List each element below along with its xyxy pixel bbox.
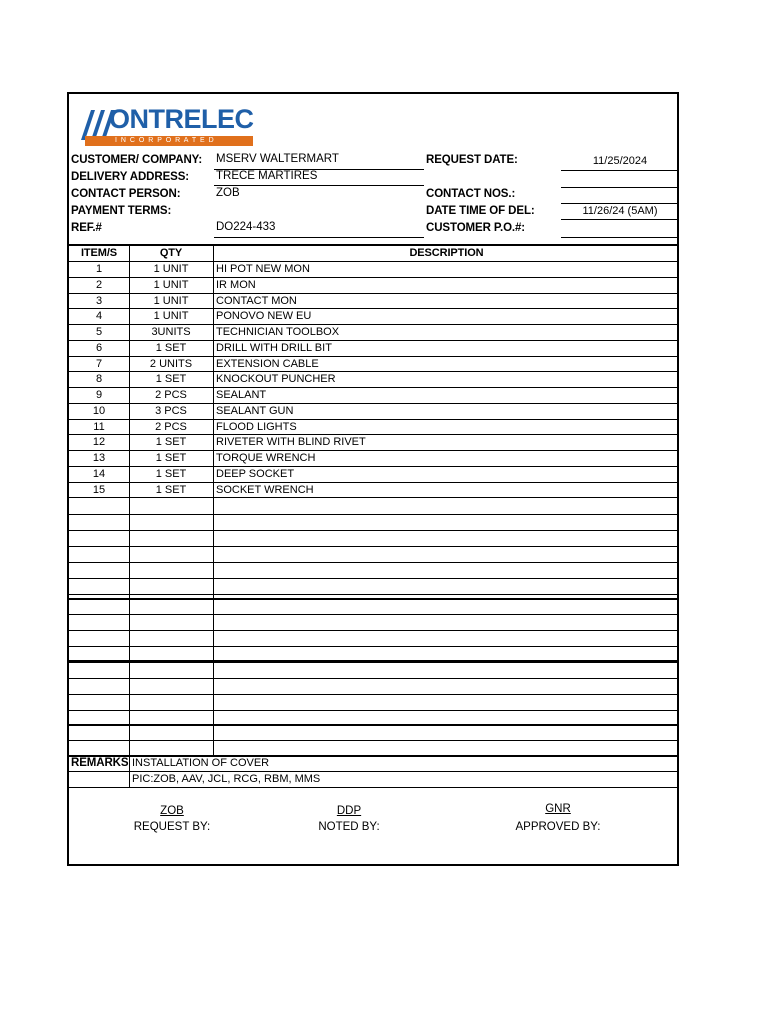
contact-person-label: CONTACT PERSON: <box>71 188 181 200</box>
table-row <box>69 404 679 420</box>
item-qty: 1 UNIT <box>153 294 189 307</box>
item-description: DEEP SOCKET <box>216 467 295 480</box>
item-description: SEALANT GUN <box>216 404 294 417</box>
table-row <box>69 357 679 373</box>
item-number: 8 <box>95 373 103 386</box>
customer-po-label: CUSTOMER P.O.#: <box>426 222 526 234</box>
grid-hline <box>69 614 679 615</box>
table-row <box>69 278 679 294</box>
item-number: 14 <box>92 467 106 480</box>
item-number: 9 <box>95 389 103 401</box>
grid-hline <box>69 694 679 695</box>
item-number: 10 <box>92 404 106 417</box>
description-header: DESCRIPTION <box>409 247 484 259</box>
grid-hline <box>69 466 679 467</box>
grid-hline <box>69 293 679 294</box>
remarks-bottom-line <box>69 787 679 788</box>
remarks-divider <box>129 755 130 787</box>
item-number: 6 <box>95 341 103 354</box>
grid-hline <box>69 514 679 515</box>
request-date-label: REQUEST DATE: <box>426 154 518 166</box>
del-date-underline <box>561 219 679 220</box>
grid-hline <box>69 308 679 309</box>
table-row <box>69 483 679 499</box>
table-row <box>69 341 679 357</box>
grid-hline <box>69 387 679 388</box>
table-row <box>69 388 679 404</box>
item-number: 15 <box>92 483 106 496</box>
po-underline <box>561 237 679 238</box>
item-description: DRILL WITH DRILL BIT <box>216 341 332 354</box>
item-qty: 3 PCS <box>155 404 187 417</box>
delivery-address-label: DELIVERY ADDRESS: <box>71 171 190 183</box>
grid-hline <box>69 546 679 547</box>
remarks-label: REMARKS <box>71 757 129 769</box>
grid-hline <box>69 277 679 278</box>
logo-bar <box>85 136 253 146</box>
item-qty: 1 SET <box>155 452 187 464</box>
table-row <box>69 325 679 341</box>
contact-person-value: ZOB <box>216 187 240 199</box>
grid-hline <box>69 724 679 726</box>
table-row <box>69 309 679 325</box>
item-qty: 1 SET <box>155 467 187 480</box>
grid-hline <box>69 678 679 679</box>
item-description: PONOVO NEW EU <box>216 310 312 323</box>
customer-label: CUSTOMER/ COMPANY: <box>71 154 203 166</box>
logo-name: ONTRELEC <box>109 104 254 134</box>
grid-hline <box>69 340 679 341</box>
item-description: RIVETER WITH BLIND RIVET <box>216 436 366 449</box>
item-number: 12 <box>92 436 106 449</box>
grid-hline <box>69 371 679 372</box>
table-row <box>69 435 679 451</box>
grid-vline <box>129 246 130 755</box>
grid-hline <box>69 646 679 647</box>
approved-by-label: APPROVED BY: <box>515 821 601 833</box>
grid-hline <box>69 594 679 595</box>
item-number: 5 <box>95 326 103 338</box>
table-row <box>69 420 679 436</box>
ref-value: DO224-433 <box>216 221 276 233</box>
item-description: SEALANT <box>216 389 267 401</box>
grid-hline <box>69 419 679 420</box>
table-row <box>69 294 679 310</box>
item-qty: 1 UNIT <box>153 278 189 291</box>
grid-hline <box>69 662 679 663</box>
table-top-border <box>69 244 679 246</box>
item-description: IR MON <box>216 278 256 291</box>
grid-hline <box>69 710 679 711</box>
address-underline <box>214 185 424 186</box>
item-description: CONTACT MON <box>216 294 297 307</box>
grid-hline <box>69 578 679 579</box>
grid-hline <box>69 324 679 325</box>
logo-subtitle: I N C O R P O R A T E D <box>115 137 215 144</box>
grid-hline <box>69 450 679 451</box>
table-row <box>69 467 679 483</box>
item-qty: 2 UNITS <box>149 357 193 370</box>
item-number: 11 <box>93 420 105 433</box>
approved-by-name: GNR <box>545 803 571 815</box>
item-qty: 3UNITS <box>151 326 191 338</box>
item-qty: 1 SET <box>155 436 187 449</box>
item-qty: 1 SET <box>155 483 187 496</box>
del-date-topline <box>561 203 679 204</box>
item-description: HI POT NEW MON <box>216 263 310 275</box>
item-number: 13 <box>92 452 106 464</box>
customer-underline <box>214 169 424 170</box>
item-qty: 1 UNIT <box>153 263 189 275</box>
item-qty: 1 UNIT <box>153 310 189 323</box>
grid-hline <box>69 660 679 662</box>
request-by-name: ZOB <box>160 805 184 817</box>
date-time-del-label: DATE TIME OF DEL: <box>426 205 535 217</box>
item-number: 4 <box>95 310 103 323</box>
grid-hline <box>69 630 679 631</box>
request-date-underline <box>561 170 679 171</box>
grid-hline <box>69 562 679 563</box>
item-qty: 2 PCS <box>155 389 187 401</box>
item-qty: 1 SET <box>155 373 187 386</box>
item-qty: 1 SET <box>155 341 187 354</box>
item-description: SOCKET WRENCH <box>216 483 314 496</box>
request-date-value: 11/25/2024 <box>592 155 648 167</box>
item-description: TECHNICIAN TOOLBOX <box>216 326 340 338</box>
delivery-form <box>67 92 679 866</box>
delivery-address-value: TRECE MARTIRES <box>216 170 318 182</box>
date-time-del-value: 11/26/24 (5AM) <box>582 205 658 217</box>
item-number: 7 <box>95 357 103 370</box>
contact-nos-label: CONTACT NOS.: <box>426 188 516 200</box>
grid-hline <box>69 482 679 483</box>
table-row <box>69 451 679 467</box>
item-description: FLOOD LIGHTS <box>216 420 297 433</box>
grid-hline <box>69 261 679 262</box>
item-description: EXTENSION CABLE <box>216 357 319 370</box>
grid-hline <box>69 530 679 531</box>
table-row <box>69 262 679 278</box>
noted-by-name: DDP <box>336 805 362 817</box>
grid-hline <box>69 497 679 498</box>
qty-header: QTY <box>159 247 183 259</box>
item-number: 1 <box>95 263 103 275</box>
table-row <box>69 372 679 388</box>
grid-vline <box>213 246 214 755</box>
remarks-line1: INSTALLATION OF COVER <box>132 757 270 769</box>
payment-terms-label: PAYMENT TERMS: <box>71 205 172 217</box>
request-by-label: REQUEST BY: <box>133 821 211 833</box>
grid-hline <box>69 740 679 741</box>
grid-hline <box>69 403 679 404</box>
grid-hline <box>69 434 679 435</box>
item-qty: 2 PCS <box>155 420 187 433</box>
customer-value: MSERV WALTERMART <box>216 153 339 165</box>
item-description: KNOCKOUT PUNCHER <box>216 373 336 386</box>
item-header: ITEM/S <box>80 247 118 259</box>
item-description: TORQUE WRENCH <box>216 452 316 464</box>
remarks-mid-line <box>69 771 679 772</box>
grid-hline <box>69 356 679 357</box>
noted-by-label: NOTED BY: <box>318 821 380 833</box>
contact-nos-underline <box>561 187 679 188</box>
grid-hline <box>69 598 679 600</box>
remarks-line2: PIC:ZOB, AAV, JCL, RCG, RBM, MMS <box>132 773 321 785</box>
ref-underline <box>214 237 424 238</box>
item-number: 3 <box>95 294 103 307</box>
company-logo <box>77 104 254 148</box>
ref-label: REF.# <box>71 222 102 234</box>
item-number: 2 <box>95 278 103 291</box>
